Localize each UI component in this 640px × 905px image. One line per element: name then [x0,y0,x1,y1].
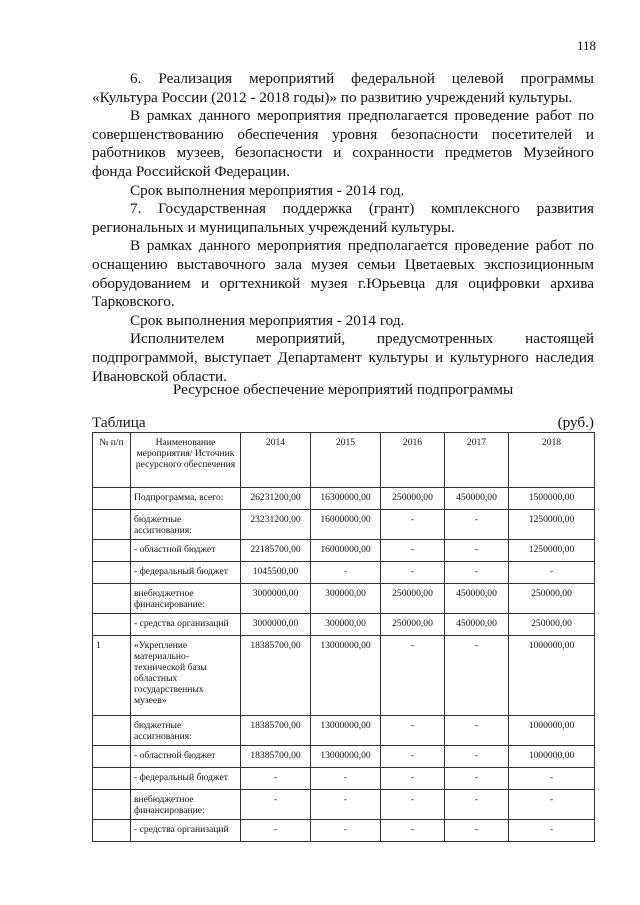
table-row [93,790,595,820]
header-name: Наименование мероприятия/ Источник ресурсного обеспечения [131,433,241,488]
row-value-cell: - [445,562,509,584]
table-row [93,636,595,716]
paragraph-event-7-deadline: Срок выполнения мероприятия - 2014 год. [130,311,405,329]
row-value-cell: - [381,716,445,746]
resource-table [92,432,595,842]
row-value-cell: - [445,790,509,820]
row-value-cell: - [381,510,445,540]
row-name-cell: «Укрепление материально-технической базы областных государственных музеев» [131,636,241,716]
row-value-cell: - [311,768,381,790]
row-index-cell [93,614,131,636]
row-value-cell: - [509,790,595,820]
row-value-cell: 1250000,00 [509,510,595,540]
row-value-cell: 300000,00 [311,614,381,636]
table-row [93,510,595,540]
row-value-cell: 18385700,00 [241,716,311,746]
row-name-cell: - федеральный бюджет [131,768,241,790]
table-row [93,540,595,562]
row-name-cell: - областной бюджет [131,746,241,768]
table-row [93,820,595,842]
row-value-cell: 16000000,00 [311,510,381,540]
row-value-cell: 16300000,00 [311,488,381,510]
row-name-cell: бюджетные ассигнования: [131,716,241,746]
header-year-2016: 2016 [381,433,445,488]
row-value-cell: - [445,716,509,746]
row-value-cell: 300000,00 [311,584,381,614]
row-name-cell: Подпрограмма, всего: [131,488,241,510]
row-value-cell: 1500000,00 [509,488,595,510]
row-value-cell: - [311,790,381,820]
table-row [93,768,595,790]
row-value-cell: 3000000,00 [241,614,311,636]
row-index-cell [93,562,131,584]
row-value-cell: 250000,00 [381,584,445,614]
table-caption-row [92,414,594,432]
row-value-cell: 450000,00 [445,584,509,614]
row-value-cell: 1250000,00 [509,540,595,562]
row-value-cell: - [381,790,445,820]
paragraph-event-6-deadline: Срок выполнения мероприятия - 2014 год. [130,181,405,199]
row-value-cell: 250000,00 [381,614,445,636]
table-row [93,746,595,768]
paragraph-executor: Исполнителем мероприятий, предусмотренных настоящей подпрограммой, выступает Департамент культуры и культурного наследия Ивановской области. [92,330,594,385]
row-value-cell: 3000000,00 [241,584,311,614]
row-name-cell: внебюджетное финансирование: [131,584,241,614]
row-index-cell [93,510,131,540]
row-name-cell: - федеральный бюджет [131,562,241,584]
row-value-cell: - [445,636,509,716]
header-number: № п/п [93,433,131,488]
row-value-cell: 18385700,00 [241,746,311,768]
row-name-cell: - средства организаций [131,614,241,636]
row-name-cell: - областной бюджет [131,540,241,562]
row-value-cell: 450000,00 [445,488,509,510]
table-row [93,716,595,746]
row-value-cell: - [311,562,381,584]
row-index-cell [93,768,131,790]
row-value-cell: - [241,768,311,790]
row-value-cell: - [381,768,445,790]
row-index-cell: 1 [93,636,131,716]
row-index-cell [93,746,131,768]
row-value-cell: 250000,00 [381,488,445,510]
row-value-cell: - [445,510,509,540]
row-index-cell [93,820,131,842]
row-index-cell [93,540,131,562]
table-row [93,488,595,510]
row-value-cell: - [241,790,311,820]
row-value-cell: - [509,768,595,790]
table-row [93,584,595,614]
row-value-cell: 450000,00 [445,614,509,636]
page-number: 118 [576,38,596,53]
row-value-cell: - [381,562,445,584]
row-value-cell: 18385700,00 [241,636,311,716]
row-value-cell: 250000,00 [509,584,595,614]
table-caption: Таблица [92,414,146,431]
row-name-cell: внебюджетное финансирование: [131,790,241,820]
row-index-cell [93,488,131,510]
paragraph-event-6: 6. Реализация мероприятий федеральной целевой программы «Культура России (2012 - 2018 годы)» по развитию учреждений культуры. [92,70,594,106]
header-year-2015: 2015 [311,433,381,488]
row-name-cell: - средства организаций [131,820,241,842]
row-value-cell: - [381,746,445,768]
row-index-cell [93,584,131,614]
row-value-cell: 13000000,00 [311,746,381,768]
paragraph-event-7-description: В рамках данного мероприятия предполагается проведение работ по оснащению выставочного зала музея семьи Цветаевых экспозиционным оборудованием и оргтехникой музея г.Юрьевца для оцифровки архива Тарковского. [92,237,594,311]
table-row [93,614,595,636]
row-value-cell: 1000000,00 [509,636,595,716]
row-value-cell: 16000000,00 [311,540,381,562]
row-index-cell [93,716,131,746]
row-value-cell: - [445,540,509,562]
paragraph-event-6-description: В рамках данного мероприятия предполагается проведение работ по совершенствованию обеспечения уровня безопасности посетителей и работников музеев, безопасности и сохранности предметов Музейного фонда Российской Федерации. [92,107,594,180]
section-heading: Ресурсное обеспечение мероприятий подпрограммы [172,381,514,398]
row-value-cell: - [445,746,509,768]
table-header-row [93,433,595,488]
row-value-cell: 1045500,00 [241,562,311,584]
row-value-cell: - [381,820,445,842]
header-year-2014: 2014 [241,433,311,488]
row-value-cell: 23231200,00 [241,510,311,540]
row-name-cell: бюджетные ассигнования: [131,510,241,540]
row-value-cell: - [381,540,445,562]
row-value-cell: - [509,562,595,584]
row-value-cell: - [311,820,381,842]
row-value-cell: 13000000,00 [311,716,381,746]
row-value-cell: 22185700,00 [241,540,311,562]
header-year-2018: 2018 [509,433,595,488]
row-value-cell: 26231200,00 [241,488,311,510]
table-unit: (руб.) [557,414,594,431]
row-value-cell: 13000000,00 [311,636,381,716]
row-value-cell: - [445,768,509,790]
row-value-cell: 1000000,00 [509,746,595,768]
row-value-cell: 1000000,00 [509,716,595,746]
table-body [93,488,595,842]
row-value-cell: - [509,820,595,842]
row-value-cell: - [241,820,311,842]
table-row [93,562,595,584]
row-value-cell: 250000,00 [509,614,595,636]
paragraph-event-7: 7. Государственная поддержка (грант) комплексного развития региональных и муниципальных учреждений культуры. [92,200,594,236]
row-value-cell: - [381,636,445,716]
row-index-cell [93,790,131,820]
header-year-2017: 2017 [445,433,509,488]
body-text [92,70,594,386]
row-value-cell: - [445,820,509,842]
